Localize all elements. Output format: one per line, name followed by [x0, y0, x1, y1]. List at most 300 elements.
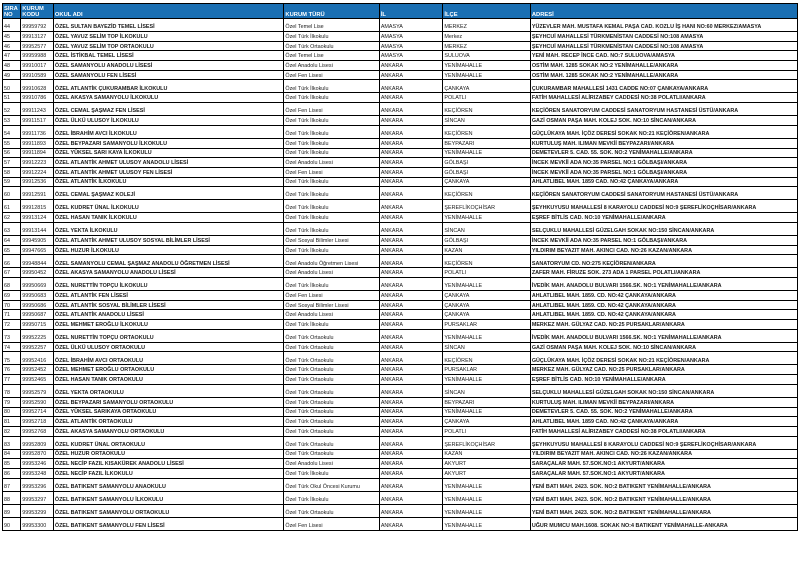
cell-ilce: AKYURT [443, 459, 530, 469]
cell-kod: 99952809 [21, 436, 54, 449]
cell-kod: 99952465 [21, 375, 54, 385]
cell-adres: ŞEYHKUYUSU MAHALLESİ 8 KARAYOLU CADDESİ NO:9 ŞEREFLİKOÇHİSAR/ANKARA [530, 436, 797, 449]
cell-no: 85 [3, 459, 21, 469]
cell-kurum-turu: Özel Fen Lisesi [284, 103, 379, 116]
cell-kurum-turu: Özel Anadolu Öğretmen Lisesi [284, 255, 379, 268]
cell-kod: 99959988 [21, 51, 54, 61]
cell-kod: 99950686 [21, 300, 54, 310]
cell-okul-adi: ÖZEL AKASYA SAMANYOLU ORTAOKULU [53, 426, 284, 436]
cell-no: 55 [3, 138, 21, 148]
cell-adres: AHLATLIBEL MAH. 1859 CAD. NO:42 ÇANKAYA/ANKARA [530, 177, 797, 187]
cell-adres: GÜÇLÜKAYA MAH. İÇÖZ DERESİ SOKAK NO:21 KEÇİÖREN/ANKARA [530, 125, 797, 138]
cell-ilce: YENİMAHALLE [443, 478, 530, 491]
cell-il: ANKARA [379, 329, 443, 342]
cell-kod: 99952257 [21, 342, 54, 352]
cell-adres: OSTİM MAH. 1285 SOKAK NO:2 YENİMAHALLE/ANKARA [530, 70, 797, 80]
cell-ilce: PURSAKLAR [443, 320, 530, 330]
school-list-sheet [2, 3, 798, 531]
cell-kod: 99913144 [21, 222, 54, 235]
cell-adres: ŞEYHKUYUSU MAHALLESİ 8 KARAYOLU CADDESİ NO:9 ŞEREFLİKOÇHİSAR/ANKARA [530, 200, 797, 213]
cell-il: ANKARA [379, 125, 443, 138]
cell-no: 70 [3, 300, 21, 310]
cell-ilce: KEÇİÖREN [443, 125, 530, 138]
cell-ilce: ÇANKAYA [443, 310, 530, 320]
cell-adres: UĞUR MUMCU MAH.1608. SOKAK NO:4 BATIKENT YENİMAHALLE-ANKARA [530, 517, 797, 530]
cell-no: 61 [3, 200, 21, 213]
cell-no: 77 [3, 375, 21, 385]
cell-no: 71 [3, 310, 21, 320]
cell-okul-adi: ÖZEL HUZUR ORTAOKULU [53, 449, 284, 459]
cell-ilce: ŞEREFLİKOÇHİSAR [443, 200, 530, 213]
cell-ilce: YENİMAHALLE [443, 375, 530, 385]
cell-no: 68 [3, 278, 21, 291]
cell-no: 82 [3, 426, 21, 436]
cell-okul-adi: ÖZEL BATIKENT SAMANYOLU İLKOKULU [53, 491, 284, 504]
cell-il: ANKARA [379, 222, 443, 235]
table-row [3, 187, 798, 200]
cell-kurum-turu: Özel Temel Lise [284, 19, 379, 32]
cell-no: 51 [3, 93, 21, 103]
cell-no: 87 [3, 478, 21, 491]
cell-il: ANKARA [379, 268, 443, 278]
cell-kurum-turu: Özel Türk Ortaokulu [284, 352, 379, 365]
header-no: SIRA NO [3, 4, 21, 19]
cell-kurum-turu: Özel Türk İlkokulu [284, 491, 379, 504]
header-kod: KURUM KODU [21, 4, 54, 19]
cell-okul-adi: ÖZEL NURETTİN TOPÇU İLKOKULU [53, 278, 284, 291]
cell-adres: GAZİ OSMAN PAŞA MAH. KOLEJ SOK. NO:10 SİNCAN/ANKARA [530, 116, 797, 126]
cell-ilce: KEÇİÖREN [443, 255, 530, 268]
cell-no: 76 [3, 365, 21, 375]
cell-kod: 99952579 [21, 384, 54, 397]
cell-il: ANKARA [379, 200, 443, 213]
cell-no: 84 [3, 449, 21, 459]
cell-adres: AHLATLIBEL MAH. 1859. CD. NO:42 ÇANKAYA/ANKARA [530, 291, 797, 301]
cell-adres: YENİ BATI MAH. 2423. SOK. NO:2 BATIKENT YENİMAHALLE/ANKARA [530, 504, 797, 517]
cell-kod: 99913127 [21, 32, 54, 42]
header-tur: KURUM TÜRÜ [284, 4, 379, 19]
table-row [3, 397, 798, 407]
cell-il: ANKARA [379, 138, 443, 148]
cell-adres: ŞEYHCUİ MAHALLESİ TÜRKMENİSTAN CADDESİ NO:108 AMASYA [530, 32, 797, 42]
cell-no: 57 [3, 158, 21, 168]
cell-kod: 99911893 [21, 138, 54, 148]
cell-kod: 99912591 [21, 187, 54, 200]
table-row [3, 291, 798, 301]
cell-okul-adi: ÖZEL BEYPAZARI SAMANYOLU İLKOKULU [53, 138, 284, 148]
cell-kod: 99952590 [21, 397, 54, 407]
cell-okul-adi: ÖZEL ATLANTİK AHMET ULUSOY ANADOLU LİSESİ [53, 158, 284, 168]
cell-adres: FATİH MAHALLESİ ALİRIZABEY CADDESİ NO:38 POLATLI/ANKARA [530, 93, 797, 103]
cell-no: 53 [3, 116, 21, 126]
table-row [3, 491, 798, 504]
cell-il: ANKARA [379, 70, 443, 80]
cell-kod: 99945905 [21, 235, 54, 245]
table-row [3, 245, 798, 255]
cell-kod: 99953297 [21, 491, 54, 504]
cell-okul-adi: ÖZEL ATLANTİK FEN LİSESİ [53, 291, 284, 301]
cell-kurum-turu: Özel Türk İlkokulu [284, 80, 379, 93]
cell-kod: 99950683 [21, 291, 54, 301]
cell-no: 78 [3, 384, 21, 397]
cell-okul-adi: ÖZEL BEYPAZARI SAMANYOLU ORTAOKULU [53, 397, 284, 407]
cell-kod: 99953246 [21, 459, 54, 469]
table-row [3, 478, 798, 491]
cell-kurum-turu: Özel Türk Ortaokulu [284, 329, 379, 342]
cell-okul-adi: ÖZEL YAVUZ SELİM TOP İLKOKULU [53, 32, 284, 42]
cell-kod: 99950687 [21, 310, 54, 320]
table-row [3, 70, 798, 80]
cell-il: ANKARA [379, 365, 443, 375]
cell-adres: YENİ BATI MAH. 2423. SOK. NO:2 BATIKENT YENİMAHALLE/ANKARA [530, 478, 797, 491]
cell-il: ANKARA [379, 235, 443, 245]
cell-okul-adi: ÖZEL ÜLKÜ ULUSOY ORTAOKULU [53, 342, 284, 352]
cell-no: 65 [3, 245, 21, 255]
cell-ilce: MERKEZ [443, 19, 530, 32]
cell-kurum-turu: Özel Türk İlkokulu [284, 213, 379, 223]
cell-il: ANKARA [379, 61, 443, 71]
cell-ilce: MERKEZ [443, 41, 530, 51]
cell-ilce: SİNCAN [443, 222, 530, 235]
cell-no: 52 [3, 103, 21, 116]
cell-il: ANKARA [379, 407, 443, 417]
school-table [2, 3, 798, 531]
cell-kurum-turu: Özel Türk İlkokulu [284, 93, 379, 103]
cell-il: ANKARA [379, 417, 443, 427]
cell-kurum-turu: Özel Türk Ortaokulu [284, 504, 379, 517]
cell-kurum-turu: Özel Fen Lisesi [284, 517, 379, 530]
cell-adres: YENİ MAH. RECEP İNCE CAD. NO:7 SULUOVA/AMASYA [530, 51, 797, 61]
cell-il: ANKARA [379, 449, 443, 459]
cell-ilce: KAZAN [443, 245, 530, 255]
cell-okul-adi: ÖZEL YÜKSEL SARI KAYA İLKOKULU [53, 148, 284, 158]
cell-il: ANKARA [379, 245, 443, 255]
cell-ilce: KEÇİÖREN [443, 187, 530, 200]
cell-adres: EŞREF BİTLİS CAD. NO:10 YENİMAHALLE/ANKARA [530, 213, 797, 223]
cell-kurum-turu: Özel Anadolu Lisesi [284, 158, 379, 168]
cell-ilce: YENİMAHALLE [443, 61, 530, 71]
table-row [3, 329, 798, 342]
cell-kod: 99952225 [21, 329, 54, 342]
cell-kurum-turu: Özel Türk Ortaokulu [284, 407, 379, 417]
cell-il: ANKARA [379, 352, 443, 365]
cell-ilce: YENİMAHALLE [443, 148, 530, 158]
cell-kurum-turu: Özel Türk İlkokulu [284, 32, 379, 42]
cell-kurum-turu: Özel Türk Okul Öncesi Kurumu [284, 478, 379, 491]
cell-adres: AHLATLIBEL MAH. 1859. CD. NO:42 ÇANKAYA/ANKARA [530, 310, 797, 320]
cell-kod: 99948844 [21, 255, 54, 268]
cell-ilce: SİNCAN [443, 384, 530, 397]
cell-ilce: SULUOVA [443, 51, 530, 61]
cell-kurum-turu: Özel Temel Lise [284, 51, 379, 61]
cell-adres: AHLATLIBEL MAH. 1859 CAD. NO:42 ÇANKAYA/ANKARA [530, 417, 797, 427]
cell-kurum-turu: Özel Sosyal Bilimler Lisesi [284, 300, 379, 310]
table-row [3, 417, 798, 427]
cell-okul-adi: ÖZEL İBRAHİM AVCI İLKOKULU [53, 125, 284, 138]
cell-adres: ŞEYHCUİ MAHALLESİ TÜRKMENİSTAN CADDESİ NO:108 AMASYA [530, 41, 797, 51]
cell-kod: 99910628 [21, 80, 54, 93]
cell-ilce: ÇANKAYA [443, 80, 530, 93]
cell-adres: SARAÇALAR MAH. 57.SOK.NO:1 AKYURT/ANKARA [530, 459, 797, 469]
cell-kod: 99952718 [21, 417, 54, 427]
table-row [3, 61, 798, 71]
cell-ilce: SİNCAN [443, 116, 530, 126]
cell-kod: 99952416 [21, 352, 54, 365]
cell-adres: MERKEZ MAH. GÜLYAZ CAD. NO:25 PURSAKLAR/ANKARA [530, 320, 797, 330]
cell-il: ANKARA [379, 300, 443, 310]
cell-ilce: Merkez [443, 32, 530, 42]
header-ad: OKUL ADI [53, 4, 284, 19]
cell-no: 50 [3, 80, 21, 93]
cell-okul-adi: ÖZEL SAMANYOLU CEMAL ŞAŞMAZ ANADOLU ÖĞRETMEN LİSESİ [53, 255, 284, 268]
cell-il: ANKARA [379, 342, 443, 352]
table-row [3, 449, 798, 459]
header-adres: ADRESİ [530, 4, 797, 19]
cell-kurum-turu: Özel Fen Lisesi [284, 70, 379, 80]
cell-adres: İNCEK MEVKİİ ADA NO:35 PARSEL NO:1 GÖLBAŞI/ANKARA [530, 158, 797, 168]
table-row [3, 222, 798, 235]
cell-ilce: POLATLI [443, 268, 530, 278]
table-row [3, 300, 798, 310]
cell-kod: 99910786 [21, 93, 54, 103]
cell-il: ANKARA [379, 213, 443, 223]
cell-il: ANKARA [379, 187, 443, 200]
cell-il: ANKARA [379, 375, 443, 385]
cell-kod: 99913124 [21, 213, 54, 223]
table-row [3, 365, 798, 375]
cell-kod: 99953248 [21, 468, 54, 478]
cell-il: ANKARA [379, 384, 443, 397]
cell-okul-adi: ÖZEL HASAN TANIK İLKOKULU [53, 213, 284, 223]
cell-ilce: YENİMAHALLE [443, 517, 530, 530]
cell-okul-adi: ÖZEL BATIKENT SAMANYOLU FEN LİSESİ [53, 517, 284, 530]
cell-ilce: ÇANKAYA [443, 417, 530, 427]
cell-okul-adi: ÖZEL ATLANTİK AHMET ULUSOY FEN LİSESİ [53, 167, 284, 177]
cell-no: 44 [3, 19, 21, 32]
cell-kod: 99912536 [21, 177, 54, 187]
cell-il: ANKARA [379, 504, 443, 517]
cell-il: ANKARA [379, 310, 443, 320]
cell-kurum-turu: Özel Türk İlkokulu [284, 468, 379, 478]
cell-kod: 99911243 [21, 103, 54, 116]
cell-ilce: AKYURT [443, 468, 530, 478]
cell-kod: 99952870 [21, 449, 54, 459]
cell-kurum-turu: Özel Türk İlkokulu [284, 222, 379, 235]
cell-il: ANKARA [379, 93, 443, 103]
cell-kurum-turu: Özel Anadolu Lisesi [284, 61, 379, 71]
cell-kurum-turu: Özel Fen Lisesi [284, 291, 379, 301]
cell-il: ANKARA [379, 80, 443, 93]
cell-no: 47 [3, 51, 21, 61]
table-row [3, 468, 798, 478]
cell-ilce: ÇANKAYA [443, 291, 530, 301]
table-row [3, 426, 798, 436]
table-row [3, 19, 798, 32]
cell-kod: 99911736 [21, 125, 54, 138]
cell-no: 60 [3, 187, 21, 200]
cell-adres: SARAÇALAR MAH. 57.SOK.NO:1 AKYURT/ANKARA [530, 468, 797, 478]
header-il: İL [379, 4, 443, 19]
table-row [3, 158, 798, 168]
cell-no: 90 [3, 517, 21, 530]
cell-okul-adi: ÖZEL KUDRET ÜNAL ORTAOKULU [53, 436, 284, 449]
cell-adres: ÇUKURAMBAR MAHALLESİ 1431 CADDE NO:07 ÇANKAYA/ANKARA [530, 80, 797, 93]
cell-okul-adi: ÖZEL AKASYA SAMANYOLU İLKOKULU [53, 93, 284, 103]
cell-kurum-turu: Özel Türk Ortaokulu [284, 397, 379, 407]
cell-kurum-turu: Özel Türk Ortaokulu [284, 417, 379, 427]
cell-adres: DEMETEVLER 5. CAD. 55. SOK. NO:2 YENİMAHALLE/ANKARA [530, 407, 797, 417]
cell-okul-adi: ÖZEL MEHMET EROĞLU İLKOKULU [53, 320, 284, 330]
cell-adres: MERKEZ MAH. GÜLYAZ CAD. NO:25 PURSAKLAR/ANKARA [530, 365, 797, 375]
cell-kod: 99952452 [21, 365, 54, 375]
cell-kurum-turu: Özel Türk Ortaokulu [284, 436, 379, 449]
cell-okul-adi: ÖZEL SAMANYOLU ANADOLU LİSESİ [53, 61, 284, 71]
cell-ilce: KEÇİÖREN [443, 103, 530, 116]
cell-no: 79 [3, 397, 21, 407]
cell-adres: SELÇUKLU MAHALLESİ GÜZELGAH SOKAK NO:150 SİNCAN/ANKARA [530, 384, 797, 397]
cell-ilce: YENİMAHALLE [443, 329, 530, 342]
cell-ilce: KEÇİÖREN [443, 352, 530, 365]
table-row [3, 32, 798, 42]
cell-okul-adi: ÖZEL ATLANTİK ORTAOKULU [53, 417, 284, 427]
cell-okul-adi: ÖZEL ATLANTİK İLKOKULU [53, 177, 284, 187]
cell-adres: YENİ BATI MAH. 2423. SOK. NO:2 BATIKENT YENİMAHALLE/ANKARA [530, 491, 797, 504]
cell-kurum-turu: Özel Türk İlkokulu [284, 177, 379, 187]
table-row [3, 93, 798, 103]
cell-okul-adi: ÖZEL ATLANTİK ÇUKURAMBAR İLKOKULU [53, 80, 284, 93]
cell-kurum-turu: Özel Türk Ortaokulu [284, 426, 379, 436]
cell-il: ANKARA [379, 426, 443, 436]
cell-adres: AHLATLIBEL MAH. 1859. CD. NO:42 ÇANKAYA/ANKARA [530, 300, 797, 310]
table-row [3, 504, 798, 517]
cell-no: 54 [3, 125, 21, 138]
table-row [3, 375, 798, 385]
cell-kod: 99952768 [21, 426, 54, 436]
cell-ilce: BEYPAZARI [443, 397, 530, 407]
cell-okul-adi: ÖZEL ATLANTİK AHMET ULUSOY SOSYAL BİLİMLER LİSESİ [53, 235, 284, 245]
cell-ilce: YENİMAHALLE [443, 70, 530, 80]
cell-okul-adi: ÖZEL HUZUR İLKOKULU [53, 245, 284, 255]
cell-no: 69 [3, 291, 21, 301]
cell-ilce: PURSAKLAR [443, 365, 530, 375]
cell-kurum-turu: Özel Türk Ortaokulu [284, 375, 379, 385]
cell-ilce: GÖLBAŞI [443, 158, 530, 168]
table-row [3, 517, 798, 530]
table-row [3, 407, 798, 417]
table-row [3, 255, 798, 268]
cell-il: ANKARA [379, 278, 443, 291]
cell-adres: YILDIRIM BEYAZIT MAH. AKINCI CAD. NO:26 KAZAN/ANKARA [530, 449, 797, 459]
cell-il: ANKARA [379, 116, 443, 126]
cell-adres: GAZİ OSMAN PAŞA MAH. KOLEJ SOK. NO:10 SİNCAN/ANKARA [530, 342, 797, 352]
cell-okul-adi: ÖZEL MEHMET EROĞLU ORTAOKULU [53, 365, 284, 375]
table-row [3, 342, 798, 352]
table-row [3, 51, 798, 61]
cell-okul-adi: ÖZEL NECİP FAZIL İLKOKULU [53, 468, 284, 478]
cell-ilce: YENİMAHALLE [443, 504, 530, 517]
cell-kurum-turu: Özel Türk Ortaokulu [284, 449, 379, 459]
cell-okul-adi: ÖZEL HASAN TANIK ORTAOKULU [53, 375, 284, 385]
cell-kurum-turu: Özel Türk İlkokulu [284, 187, 379, 200]
cell-kurum-turu: Özel Türk İlkokulu [284, 245, 379, 255]
table-row [3, 320, 798, 330]
cell-ilce: POLATLI [443, 93, 530, 103]
table-row [3, 384, 798, 397]
cell-kurum-turu: Özel Türk İlkokulu [284, 320, 379, 330]
cell-no: 66 [3, 255, 21, 268]
cell-adres: İNCEK MEVKİİ ADA NO:35 PARSEL NO:1 GÖLBAŞI/ANKARA [530, 167, 797, 177]
cell-okul-adi: ÖZEL YEKTA ORTAOKULU [53, 384, 284, 397]
cell-il: ANKARA [379, 320, 443, 330]
cell-il: ANKARA [379, 478, 443, 491]
cell-kod: 99952577 [21, 41, 54, 51]
cell-kurum-turu: Özel Türk Ortaokulu [284, 365, 379, 375]
cell-kurum-turu: Özel Türk İlkokulu [284, 125, 379, 138]
cell-kod: 99947665 [21, 245, 54, 255]
cell-no: 83 [3, 436, 21, 449]
cell-no: 86 [3, 468, 21, 478]
table-row [3, 103, 798, 116]
cell-kurum-turu: Özel Türk İlkokulu [284, 200, 379, 213]
table-row [3, 436, 798, 449]
cell-il: ANKARA [379, 158, 443, 168]
cell-okul-adi: ÖZEL CEMAL ŞAŞMAZ KOLEJİ [53, 187, 284, 200]
cell-kurum-turu: Özel Türk İlkokulu [284, 116, 379, 126]
cell-adres: GÜÇLÜKAYA MAH. İÇÖZ DERESİ SOKAK NO:21 KEÇİÖREN/ANKARA [530, 352, 797, 365]
cell-no: 63 [3, 222, 21, 235]
cell-il: AMASYA [379, 19, 443, 32]
cell-adres: DEMETEVLER 5. CAD. 55. SOK. NO:2 YENİMAHALLE/ANKARA [530, 148, 797, 158]
table-header-row [3, 4, 798, 19]
cell-il: ANKARA [379, 103, 443, 116]
cell-ilce: GÖLBAŞI [443, 235, 530, 245]
table-row [3, 125, 798, 138]
cell-ilce: ŞEREFLİKOÇHİSAR [443, 436, 530, 449]
table-row [3, 278, 798, 291]
cell-okul-adi: ÖZEL ATLANTİK SOSYAL BİLİMLER LİSESİ [53, 300, 284, 310]
table-row [3, 80, 798, 93]
cell-ilce: GÖLBAŞI [443, 167, 530, 177]
cell-adres: SELÇUKLU MAHALLESİ GÜZELGAH SOKAK NO:150 SİNCAN/ANKARA [530, 222, 797, 235]
cell-ilce: POLATLI [443, 426, 530, 436]
cell-il: ANKARA [379, 468, 443, 478]
table-row [3, 167, 798, 177]
cell-ilce: SİNCAN [443, 342, 530, 352]
cell-no: 56 [3, 148, 21, 158]
cell-ilce: ÇANKAYA [443, 300, 530, 310]
cell-kod: 99953296 [21, 478, 54, 491]
cell-okul-adi: ÖZEL YÜKSEL SARIKAYA ORTAOKULU [53, 407, 284, 417]
cell-okul-adi: ÖZEL ATLANTİK ANADOLU LİSESİ [53, 310, 284, 320]
cell-no: 80 [3, 407, 21, 417]
cell-adres: SANATORYUM CD. NO:275 KEÇİÖREN/ANKARA [530, 255, 797, 268]
cell-kurum-turu: Özel Türk İlkokulu [284, 138, 379, 148]
cell-il: ANKARA [379, 491, 443, 504]
cell-ilce: YENİMAHALLE [443, 213, 530, 223]
cell-il: ANKARA [379, 148, 443, 158]
cell-adres: OSTİM MAH. 1285 SOKAK NO:2 YENİMAHALLE/ANKARA [530, 61, 797, 71]
cell-okul-adi: ÖZEL İSTİKBAL TEMEL LİSESİ [53, 51, 284, 61]
cell-kurum-turu: Özel Anadolu Lisesi [284, 268, 379, 278]
cell-adres: ZAFER MAH. FİRUZE SOK. 273 ADA 1 PARSEL POLATLI/ANKARA [530, 268, 797, 278]
table-row [3, 148, 798, 158]
cell-kurum-turu: Özel Anadolu Lisesi [284, 310, 379, 320]
cell-no: 64 [3, 235, 21, 245]
cell-kurum-turu: Özel Anadolu Lisesi [284, 459, 379, 469]
cell-adres: KURTULUŞ MAH. ILIMAN MEVKİİ BEYPAZARI/ANKARA [530, 397, 797, 407]
cell-il: AMASYA [379, 41, 443, 51]
cell-okul-adi: ÖZEL NURETTİN TOPÇU ORTAOKULU [53, 329, 284, 342]
